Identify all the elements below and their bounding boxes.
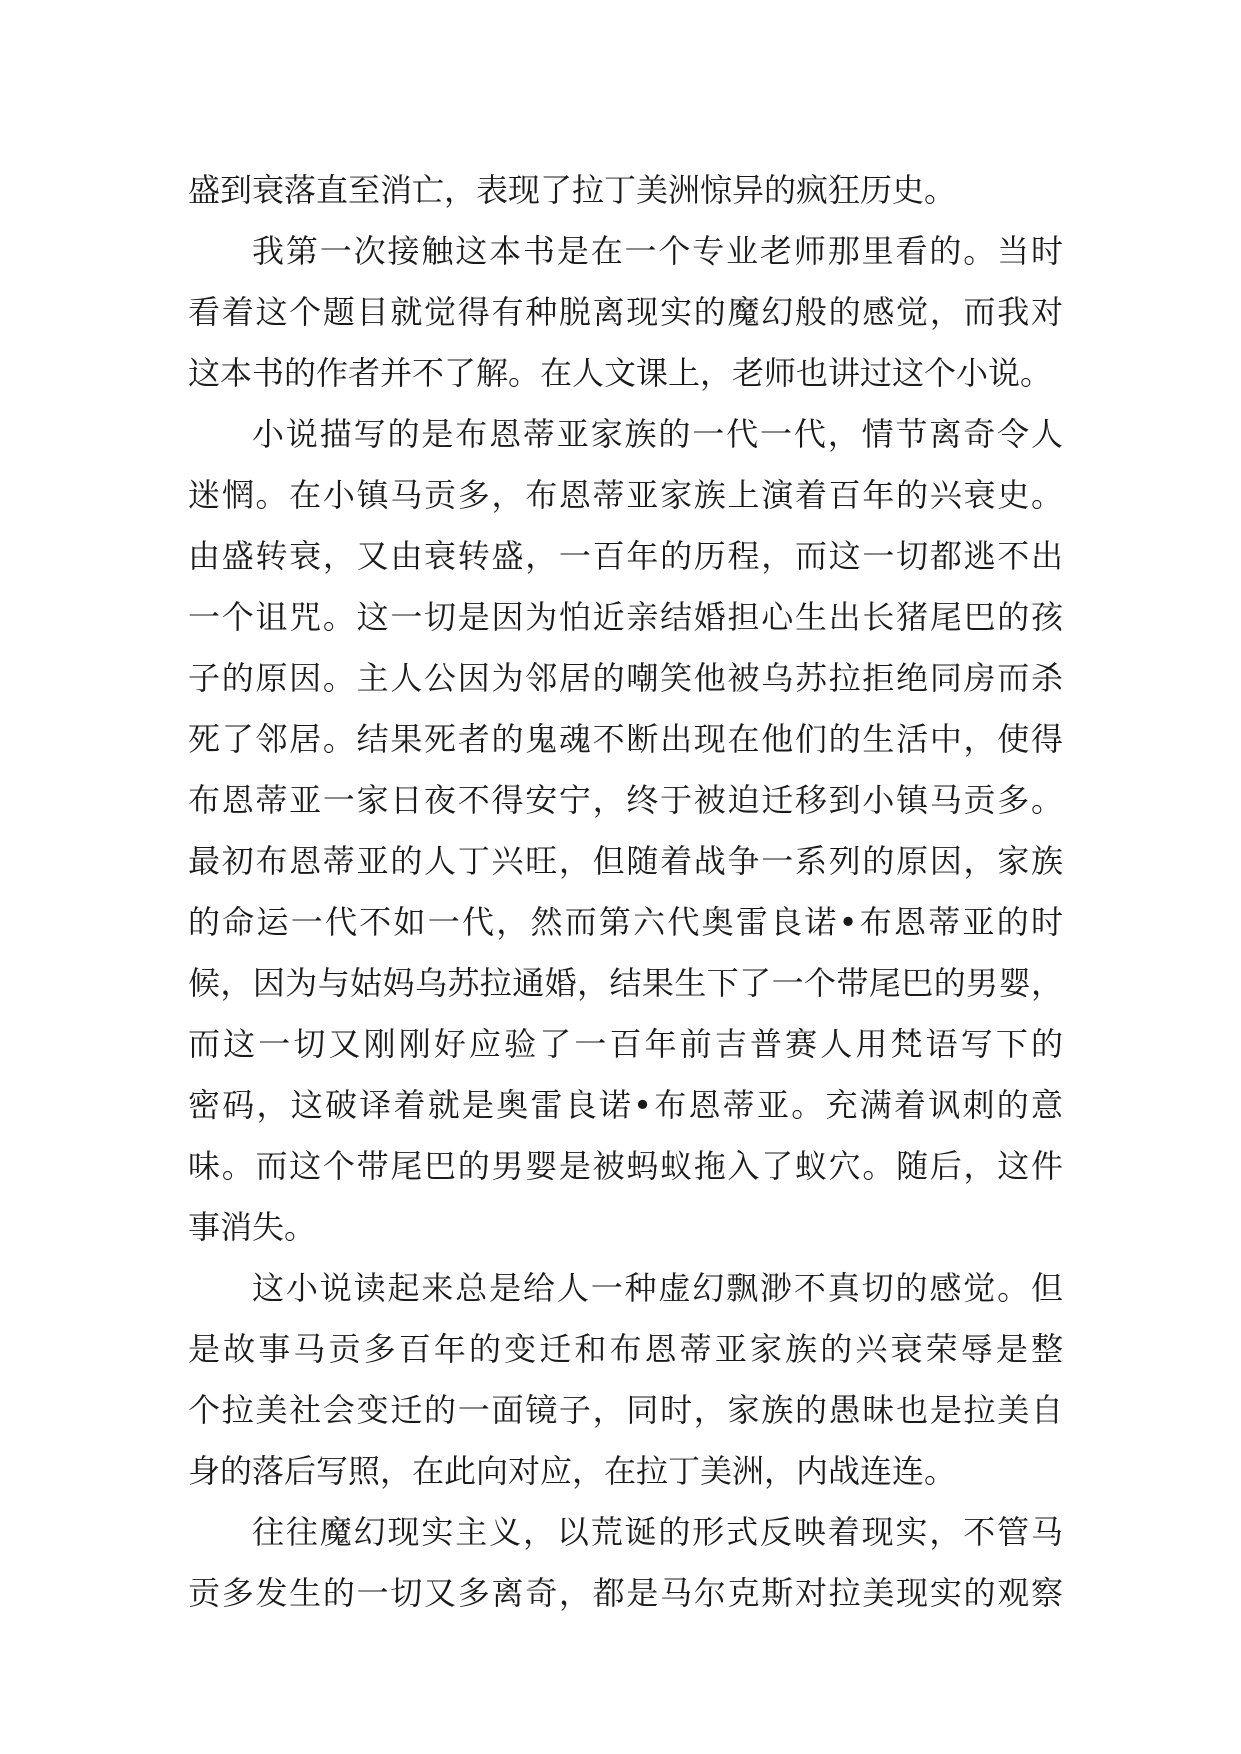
text-line: 的命运一代不如一代，然而第六代奥雷良诺•布恩蒂亚的时 xyxy=(188,903,1063,941)
text-line: 事消失。 xyxy=(188,1208,317,1246)
text-line: 密码，这破译着就是奥雷良诺•布恩蒂亚。充满着讽刺的意 xyxy=(188,1086,1063,1124)
text-line: 这本书的作者并不了解。在人文课上，老师也讲过这个小说。 xyxy=(188,354,1053,392)
text-line: 身的落后写照，在此向对应，在拉丁美洲，内战连连。 xyxy=(188,1452,957,1490)
text-line: 个拉美社会变迁的一面镜子，同时，家族的愚昧也是拉美自 xyxy=(188,1391,1063,1429)
text-line: 是故事马贡多百年的变迁和布恩蒂亚家族的兴衰荣辱是整 xyxy=(188,1330,1063,1368)
text-line: 布恩蒂亚一家日夜不得安宁，终于被迫迁移到小镇马贡多。 xyxy=(188,781,1063,819)
text-line: 死了邻居。结果死者的鬼魂不断出现在他们的生活中，使得 xyxy=(188,720,1063,758)
text-line: 味。而这个带尾巴的男婴是被蚂蚁拖入了蚁穴。随后，这件 xyxy=(188,1147,1063,1185)
text-line: 盛到衰落直至消亡，表现了拉丁美洲惊异的疯狂历史。 xyxy=(188,171,957,209)
text-line: 这小说读起来总是给人一种虚幻飘渺不真切的感觉。但 xyxy=(252,1269,1063,1307)
text-line: 往往魔幻现实主义，以荒诞的形式反映着现实，不管马 xyxy=(252,1513,1063,1551)
text-line: 而这一切又刚刚好应验了一百年前吉普赛人用梵语写下的 xyxy=(188,1025,1063,1063)
text-line: 小说描写的是布恩蒂亚家族的一代一代，情节离奇令人 xyxy=(252,415,1063,453)
document-body xyxy=(188,160,1063,1624)
text-line: 我第一次接触这本书是在一个专业老师那里看的。当时 xyxy=(252,232,1063,270)
text-line: 看着这个题目就觉得有种脱离现实的魔幻般的感觉，而我对 xyxy=(188,293,1063,331)
text-line: 贡多发生的一切又多离奇，都是马尔克斯对拉美现实的观察 xyxy=(188,1574,1063,1612)
text-line: 候，因为与姑妈乌苏拉通婚，结果生下了一个带尾巴的男婴， xyxy=(188,964,1063,1002)
text-line: 子的原因。主人公因为邻居的嘲笑他被乌苏拉拒绝同房而杀 xyxy=(188,659,1063,697)
text-line: 一个诅咒。这一切是因为怕近亲结婚担心生出长猪尾巴的孩 xyxy=(188,598,1063,636)
text-line: 迷惘。在小镇马贡多，布恩蒂亚家族上演着百年的兴衰史。 xyxy=(188,476,1063,514)
text-line: 最初布恩蒂亚的人丁兴旺，但随着战争一系列的原因，家族 xyxy=(188,842,1063,880)
text-line: 由盛转衰，又由衰转盛，一百年的历程，而这一切都逃不出 xyxy=(188,537,1063,575)
